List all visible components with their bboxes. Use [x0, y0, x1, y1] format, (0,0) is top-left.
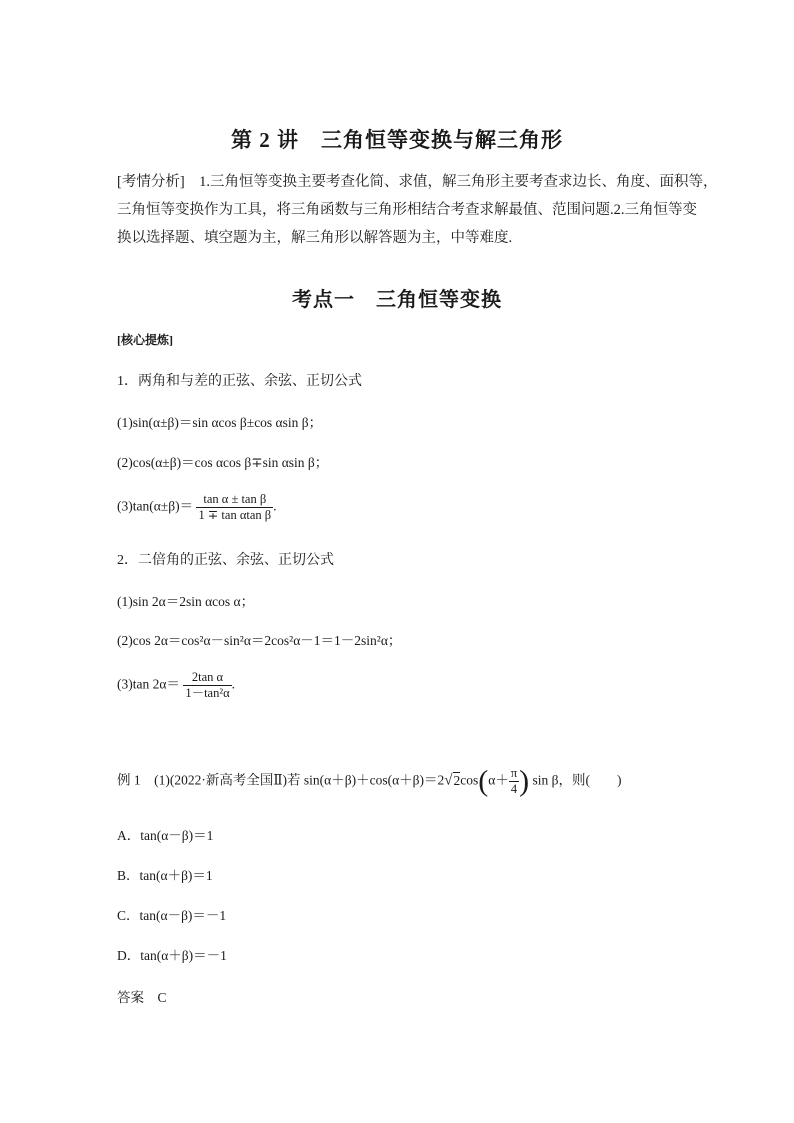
section-title: 考点一 三角恒等变换 — [292, 289, 502, 311]
cos-word: cos — [460, 772, 479, 788]
tan-double-end: . — [231, 676, 236, 692]
right-paren-icon: ) — [519, 764, 530, 798]
tan-sum-fraction — [196, 492, 273, 523]
group1-heading: 1．两角和与差的正弦、余弦、正切公式 — [117, 374, 362, 389]
formula-sin-double: (1)sin 2α＝2sin αcos α； — [117, 594, 255, 609]
sqrt-icon: √ — [444, 772, 453, 789]
analysis-line-2: 三角恒等变换作为工具，将三角函数与三角形相结合考查求解最值、范围问题.2.三角恒等变 — [117, 202, 697, 218]
tan-double-lhs: (3)tan 2α＝ — [117, 676, 180, 692]
formula-tan-double — [117, 670, 235, 701]
pi-numerator: π — [510, 766, 518, 780]
option-c: C．tan(α－β)＝－1 — [117, 908, 227, 923]
option-d: D．tan(α＋β)＝－1 — [117, 948, 227, 963]
formula-tan-sum — [117, 492, 277, 523]
formula-cos-double: (2)cos 2α＝cos²α－sin²α＝2cos²α－1＝1－2sin²α； — [117, 633, 402, 648]
tan-double-numerator: 2tan α — [183, 670, 231, 686]
core-label: [核心提炼] — [117, 333, 173, 347]
tan-double-fraction — [183, 670, 231, 701]
left-paren-icon: ( — [478, 764, 489, 798]
pi-over-4-fraction — [509, 766, 519, 797]
example-after: sin β，则( ) — [532, 772, 622, 788]
group2-heading: 2．二倍角的正弦、余弦、正切公式 — [117, 553, 334, 568]
tan-sum-end: . — [273, 498, 277, 514]
tan-sum-numerator: tan α ± tan β — [196, 492, 273, 508]
lecture-title: 第 2 讲 三角恒等变换与解三角形 — [231, 128, 563, 152]
sqrt-radicand: 2 — [453, 772, 461, 788]
analysis-line-3: 换以选择题、填空题为主，解三角形以解答题为主，中等难度. — [117, 230, 513, 246]
example-label: 例 1 (1)(2022·新高考全国Ⅱ)若 sin(α＋β)＋cos(α＋β)＝2 — [117, 772, 445, 788]
formula-sin-sum: (1)sin(α±β)＝sin αcos β±cos αsin β； — [117, 415, 323, 430]
example-1-question — [117, 766, 622, 797]
answer-line: 答案 C — [117, 990, 167, 1005]
tan-double-denominator: 1－tan²α — [185, 686, 230, 700]
formula-cos-sum: (2)cos(α±β)＝cos αcos β∓sin αsin β； — [117, 455, 329, 470]
pi-denominator: 4 — [510, 782, 518, 796]
inner-alpha: α＋ — [488, 772, 509, 788]
analysis-line-1: [考情分析] 1.三角恒等变换主要考查化简、求值，解三角形主要考查求边长、角度、面积等， — [117, 174, 718, 190]
tan-sum-denominator: 1 ∓ tan αtan β — [198, 508, 272, 522]
option-b: B．tan(α＋β)＝1 — [117, 868, 213, 883]
option-a: A．tan(α－β)＝1 — [117, 828, 214, 843]
tan-sum-lhs: (3)tan(α±β)＝ — [117, 498, 194, 514]
